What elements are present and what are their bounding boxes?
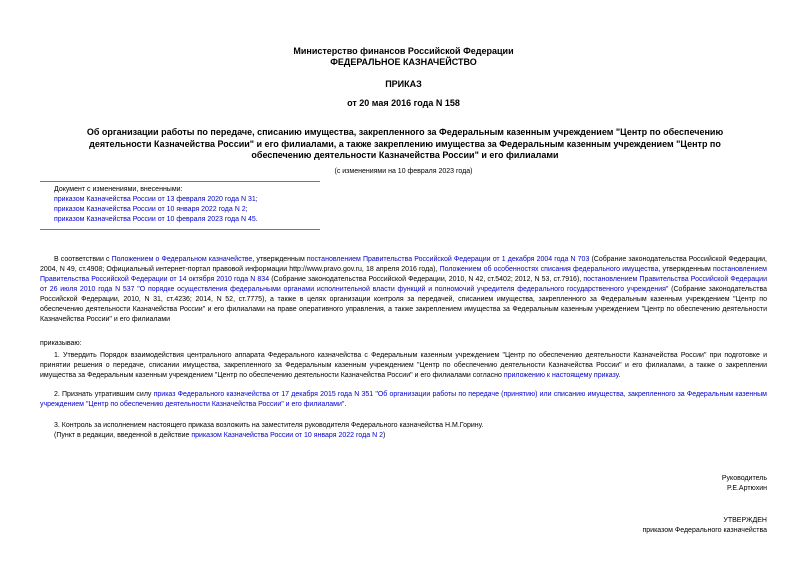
order-link[interactable]: приказом Казначейства России от 10 января 2022 года N 2: [191, 432, 383, 439]
signatory-name: Р.Е.Артюхин: [727, 485, 767, 492]
clause-2: [40, 390, 767, 410]
text: (Собрание законодательства Российской Федерации, 2004, N 49, ст.4908; Официальный интернет-портал правовой информации http://www.pravo.gov.ru, 18 апреля 2016 года),: [40, 256, 768, 273]
signatory-role: Руководитель: [721, 475, 767, 482]
text: , утвержденным: [252, 256, 307, 263]
text: .: [344, 401, 347, 408]
doc-date-number: от 20 мая 2016 года N 158: [347, 98, 460, 108]
clause-3-note: [40, 431, 767, 441]
order-word: приказываю:: [40, 340, 82, 347]
appendix-link[interactable]: приложению к настоящему приказу: [503, 372, 619, 379]
edition-note: (с изменениями на 10 февраля 2023 года): [334, 168, 473, 175]
doc-title: Об организации работы по передаче, списанию имущества, закрепленного за Федеральным казенным учреждением "Центр по обеспечению деятельности Казначейства России" и его филиалами, а также закреплению имущества за Федеральным казенным учреждением "Центр по обеспечению деятельности Казначейства России" и его филиалами: [86, 127, 724, 160]
law-link[interactable]: Положением о Федеральном казначействе: [111, 256, 253, 263]
changes-box: [40, 181, 320, 230]
order-link[interactable]: приказ Федерального казначейства от 17 декабря 2015 года N 351 "Об организации работы по передаче (принятию) или списанию имущества, закрепленного за Федеральным казенным учреждением "Центр по обеспечению деятельности Казначейства России" и его филиалами": [40, 391, 767, 408]
text: (Собрание законодательства Российской Федерации, 2010, N 42, ст.5402; 2012, N 53, ст.7916),: [269, 276, 584, 283]
change-link[interactable]: приказом Казначейства России от 13 февраля 2020 года N 31;: [54, 196, 258, 203]
change-link[interactable]: приказом Казначейства России от 10 января 2022 года N 2;: [54, 206, 248, 213]
text: (Пункт в редакции, введенной в действие: [54, 432, 192, 439]
text: 1. Утвердить Порядок взаимодействия центрального аппарата Федерального казначейства с Федеральным казенным учреждением "Центр по обеспечению деятельности Казначейства России" при подготовке и принятии решения о передаче, списании имущества, закрепленного за Федеральным казенным учреждением "Центр по обеспечению деятельности Казначейства России" и его филиалами, а также о закреплении имущества за Федеральным казенным учреждением "Центр по обеспечению деятельности Казначейства России" и его филиалами согласно: [40, 352, 767, 379]
law-link[interactable]: Положением об особенностях списания федерального имущества: [439, 266, 659, 273]
clause-1: [40, 351, 767, 381]
text: ): [382, 432, 386, 439]
text: , утвержденным: [658, 266, 714, 273]
agency-name: ФЕДЕРАЛЬНОЕ КАЗНАЧЕЙСТВО: [330, 57, 477, 67]
ministry-name: Министерство финансов Российской Федерации: [293, 46, 514, 56]
preamble-paragraph: [40, 255, 767, 325]
change-link[interactable]: приказом Казначейства России от 10 февраля 2023 года N 45.: [54, 216, 258, 223]
text: 2. Признать утратившим силу: [54, 391, 154, 398]
doc-type: ПРИКАЗ: [385, 79, 422, 89]
clause-3: 3. Контроль за исполнением настоящего приказа возложить на заместителя руководителя Федерального казначейства Н.М.Горину.: [54, 422, 484, 429]
changes-heading: Документ с изменениями, внесенными:: [54, 186, 183, 193]
text: .: [618, 372, 621, 379]
law-link[interactable]: постановлением Правительства Российской Федерации от 14 октября 2010 года N 834: [40, 266, 767, 283]
law-link[interactable]: постановлением Правительства Российской Федерации от 1 декабря 2004 года N 703: [306, 256, 590, 263]
text: (Собрание законодательства Российской Федерации, 2010, N 31, ст.4236; 2014, N 52, ст.7775), а также в целях организации контроля за передачей, списанием имущества, закрепленного за Федеральным казенным учреждением "Центр по обеспечению деятельности Казначейства России" и его филиалами на праве оперативного управления, а также закреплением имущества за Федеральным казенным учреждением "Центр по обеспечению деятельности Казначейства России" и его филиалами: [40, 286, 767, 323]
approved-label: УТВЕРЖДЕН: [723, 517, 767, 524]
approved-by: приказом Федерального казначейства: [642, 527, 767, 534]
law-link[interactable]: постановлением Правительства Российской Федерации от 26 июля 2010 года N 537 "О порядке осуществления федеральными органами исполнительной власти функций и полномочий учредителя федерального государственного учреждения": [40, 276, 767, 293]
text: В соответствии с: [54, 256, 112, 263]
